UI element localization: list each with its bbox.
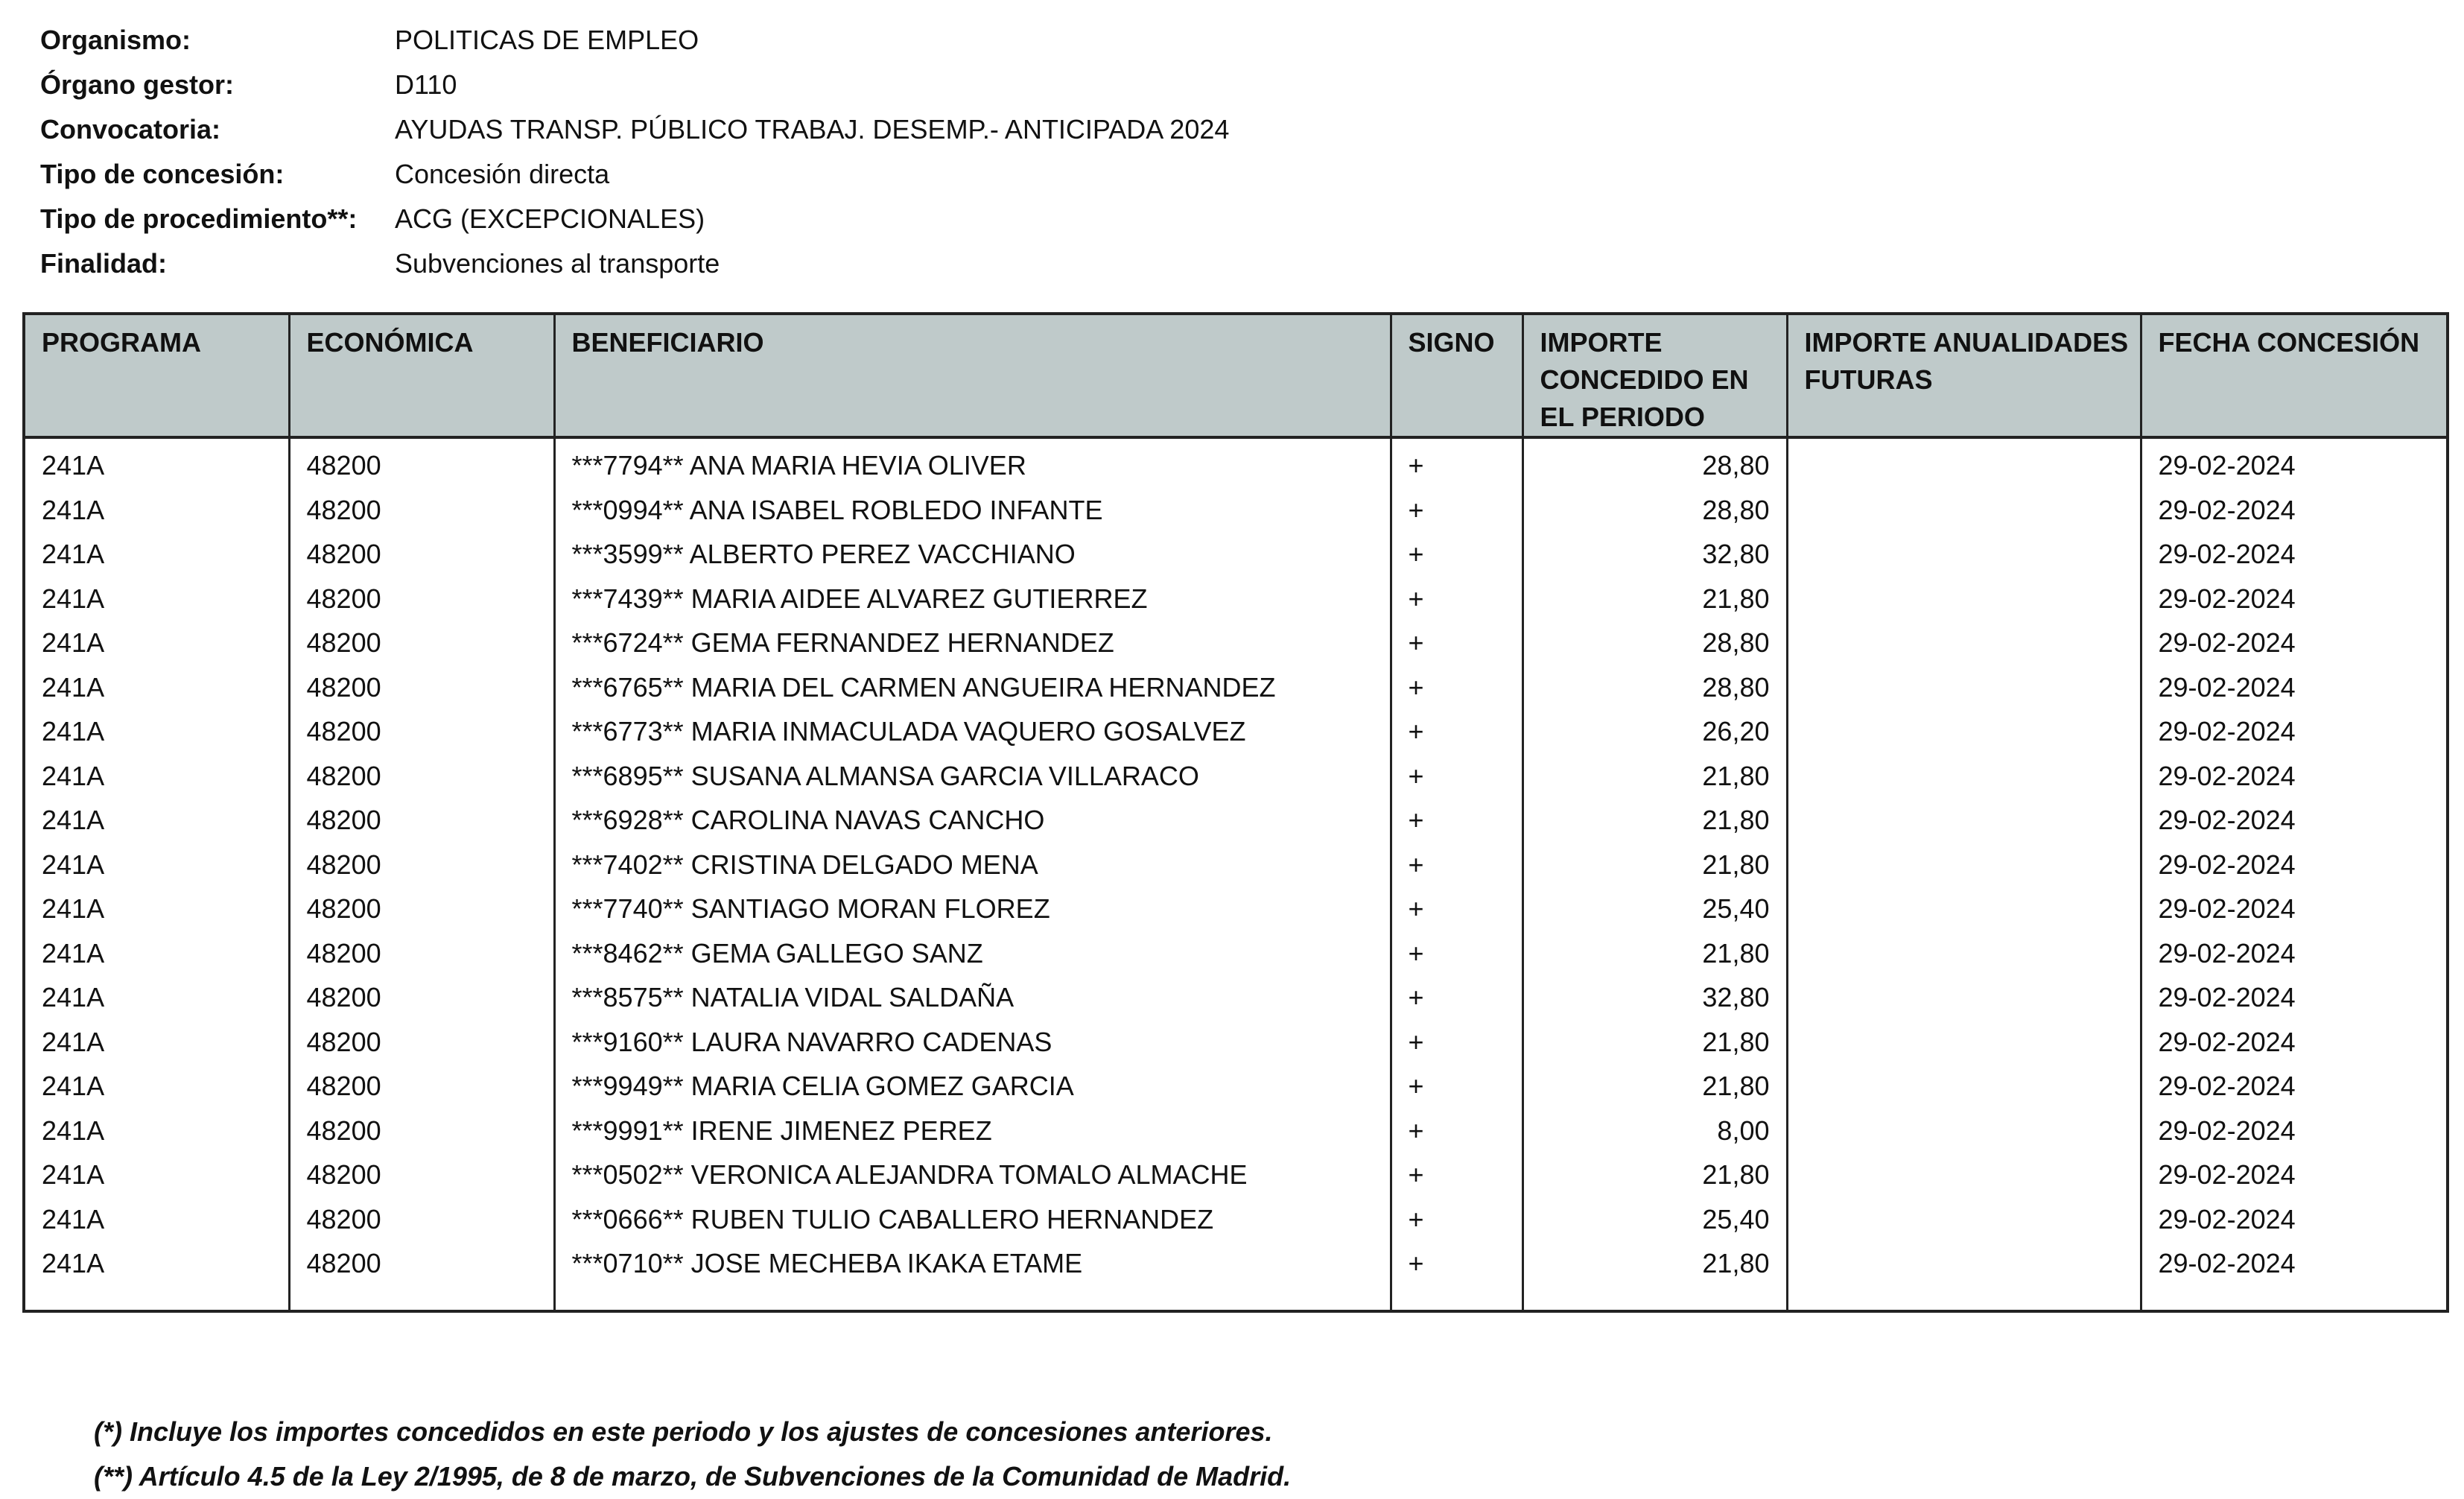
- field-value: ACG (EXCEPCIONALES): [395, 203, 705, 234]
- column-header-economica: ECONÓMICA: [289, 314, 554, 437]
- cell-importe-concedido: 28,80: [1522, 621, 1787, 665]
- cell-importe-futuras: [1787, 665, 2141, 710]
- cell-beneficiario: ***0502** VERONICA ALEJANDRA TOMALO ALMACHE: [554, 1153, 1391, 1197]
- cell-programa: 241A: [24, 1241, 289, 1286]
- cell-programa: 241A: [24, 1020, 289, 1065]
- cell-programa: 241A: [24, 621, 289, 665]
- table-row: [24, 1109, 2448, 1153]
- cell-signo: +: [1391, 532, 1522, 577]
- cell-importe-futuras: [1787, 1020, 2141, 1065]
- cell-programa: 241A: [24, 1064, 289, 1109]
- cell-programa: 241A: [24, 798, 289, 843]
- cell-importe-concedido: 28,80: [1522, 488, 1787, 533]
- table-row: [24, 843, 2448, 887]
- field-value: POLITICAS DE EMPLEO: [395, 25, 699, 55]
- cell-importe-concedido: 21,80: [1522, 1153, 1787, 1197]
- cell-fecha-concesion: 29-02-2024: [2158, 760, 2296, 791]
- filler-cell: [554, 1286, 1391, 1312]
- cell-importe-futuras: [1787, 931, 2141, 976]
- cell-importe-futuras: [1787, 754, 2141, 799]
- column-header-beneficiario: BENEFICIARIO: [554, 314, 1391, 437]
- field-value: AYUDAS TRANSP. PÚBLICO TRABAJ. DESEMP.- ANTICIPADA 2024: [395, 114, 1230, 145]
- table-row: [24, 975, 2448, 1020]
- cell-economica: 48200: [289, 1241, 554, 1286]
- table-row: [24, 488, 2448, 533]
- table-row: [24, 1020, 2448, 1065]
- cell-programa: 241A: [24, 1153, 289, 1197]
- filler-cell: [2141, 1286, 2448, 1312]
- cell-signo: +: [1391, 709, 1522, 754]
- cell-beneficiario: ***7439** MARIA AIDEE ALVAREZ GUTIERREZ: [554, 577, 1391, 621]
- cell-programa: 241A: [24, 665, 289, 710]
- table-row: [24, 931, 2448, 976]
- cell-fecha-concesion: 29-02-2024: [2158, 1026, 2296, 1057]
- cell-programa: 241A: [24, 532, 289, 577]
- cell-fecha-concesion: 29-02-2024: [2158, 1159, 2296, 1190]
- cell-economica: 48200: [289, 1153, 554, 1197]
- cell-importe-concedido: 28,80: [1522, 437, 1787, 488]
- cell-programa: 241A: [24, 975, 289, 1020]
- cell-programa: 241A: [24, 931, 289, 976]
- field-organo-gestor: [40, 63, 1229, 107]
- cell-fecha-concesion: 29-02-2024: [2158, 893, 2296, 924]
- cell-fecha-concesion: 29-02-2024: [2158, 450, 2296, 481]
- field-value: Subvenciones al transporte: [395, 248, 720, 279]
- cell-beneficiario: ***7794** ANA MARIA HEVIA OLIVER: [554, 437, 1391, 488]
- cell-fecha-concesion: 29-02-2024: [2158, 494, 2296, 525]
- field-label: Tipo de procedimiento**:: [40, 203, 358, 234]
- cell-signo: +: [1391, 488, 1522, 533]
- filler-cell: [289, 1286, 554, 1312]
- cell-economica: 48200: [289, 1109, 554, 1153]
- cell-economica: 48200: [289, 975, 554, 1020]
- cell-signo: +: [1391, 1020, 1522, 1065]
- column-header-importe-concedido: IMPORTE CONCEDIDO EN EL PERIODO: [1522, 314, 1787, 437]
- cell-importe-futuras: [1787, 488, 2141, 533]
- filler-cell: [1522, 1286, 1787, 1312]
- table-row: [24, 532, 2448, 577]
- cell-economica: 48200: [289, 1064, 554, 1109]
- cell-importe-futuras: [1787, 887, 2141, 931]
- filler-cell: [24, 1286, 289, 1312]
- cell-fecha-concesion: 29-02-2024: [2158, 583, 2296, 614]
- cell-signo: +: [1391, 1064, 1522, 1109]
- cell-importe-futuras: [1787, 437, 2141, 488]
- cell-importe-concedido: 28,80: [1522, 665, 1787, 710]
- cell-beneficiario: ***0666** RUBEN TULIO CABALLERO HERNANDEZ: [554, 1197, 1391, 1242]
- cell-signo: +: [1391, 437, 1522, 488]
- cell-beneficiario: ***3599** ALBERTO PEREZ VACCHIANO: [554, 532, 1391, 577]
- footnote: (*) Incluye los importes concedidos en este periodo y los ajustes de concesiones anteriores.: [94, 1416, 1273, 1447]
- cell-importe-futuras: [1787, 798, 2141, 843]
- table-row: [24, 621, 2448, 665]
- table-row: [24, 1197, 2448, 1242]
- table-row: [24, 1064, 2448, 1109]
- cell-beneficiario: ***9949** MARIA CELIA GOMEZ GARCIA: [554, 1064, 1391, 1109]
- cell-importe-concedido: 21,80: [1522, 931, 1787, 976]
- cell-fecha-concesion: 29-02-2024: [2158, 539, 2296, 569]
- cell-signo: +: [1391, 665, 1522, 710]
- cell-signo: +: [1391, 1241, 1522, 1286]
- cell-fecha-concesion: 29-02-2024: [2158, 805, 2296, 835]
- cell-beneficiario: ***7402** CRISTINA DELGADO MENA: [554, 843, 1391, 887]
- footnote: (**) Artículo 4.5 de la Ley 2/1995, de 8 de marzo, de Subvenciones de la Comunidad de Madrid.: [94, 1461, 1292, 1492]
- field-label: Tipo de concesión:: [40, 159, 285, 189]
- column-header-programa: PROGRAMA: [24, 314, 289, 437]
- cell-economica: 48200: [289, 843, 554, 887]
- cell-beneficiario: ***6895** SUSANA ALMANSA GARCIA VILLARACO: [554, 754, 1391, 799]
- cell-beneficiario: ***9991** IRENE JIMENEZ PEREZ: [554, 1109, 1391, 1153]
- cell-importe-futuras: [1787, 1153, 2141, 1197]
- cell-economica: 48200: [289, 621, 554, 665]
- cell-programa: 241A: [24, 437, 289, 488]
- cell-importe-futuras: [1787, 975, 2141, 1020]
- cell-fecha-concesion: 29-02-2024: [2158, 849, 2296, 880]
- cell-economica: 48200: [289, 532, 554, 577]
- cell-fecha-concesion: 29-02-2024: [2158, 671, 2296, 703]
- cell-fecha-concesion: 29-02-2024: [2158, 1115, 2296, 1146]
- cell-programa: 241A: [24, 843, 289, 887]
- cell-economica: 48200: [289, 577, 554, 621]
- cell-fecha-concesion: 29-02-2024: [2158, 716, 2296, 747]
- cell-signo: +: [1391, 931, 1522, 976]
- cell-beneficiario: ***6928** CAROLINA NAVAS CANCHO: [554, 798, 1391, 843]
- cell-importe-concedido: 21,80: [1522, 843, 1787, 887]
- cell-fecha-concesion: 29-02-2024: [2158, 1203, 2296, 1235]
- table-row: [24, 754, 2448, 799]
- cell-programa: 241A: [24, 887, 289, 931]
- cell-importe-futuras: [1787, 1064, 2141, 1109]
- cell-programa: 241A: [24, 1109, 289, 1153]
- table-header: [24, 314, 2448, 437]
- cell-signo: +: [1391, 887, 1522, 931]
- cell-importe-concedido: 21,80: [1522, 1020, 1787, 1065]
- cell-importe-concedido: 8,00: [1522, 1109, 1787, 1153]
- cell-signo: +: [1391, 798, 1522, 843]
- column-header-fecha-concesion: FECHA CONCESIÓN: [2141, 314, 2448, 437]
- cell-beneficiario: ***7740** SANTIAGO MORAN FLOREZ: [554, 887, 1391, 931]
- field-label: Organismo:: [40, 25, 191, 55]
- table-row: [24, 577, 2448, 621]
- cell-importe-concedido: 26,20: [1522, 709, 1787, 754]
- field-tipo-procedimiento: [40, 197, 1229, 241]
- table-row: [24, 665, 2448, 710]
- cell-beneficiario: ***9160** LAURA NAVARRO CADENAS: [554, 1020, 1391, 1065]
- cell-economica: 48200: [289, 665, 554, 710]
- column-header-importe-futuras: IMPORTE ANUALIDADES FUTURAS: [1787, 314, 2141, 437]
- cell-beneficiario: ***0994** ANA ISABEL ROBLEDO INFANTE: [554, 488, 1391, 533]
- header-fields: [40, 18, 1229, 286]
- cell-programa: 241A: [24, 709, 289, 754]
- cell-economica: 48200: [289, 887, 554, 931]
- cell-importe-concedido: 21,80: [1522, 1241, 1787, 1286]
- cell-importe-futuras: [1787, 1109, 2141, 1153]
- filler-cell: [1391, 1286, 1522, 1312]
- cell-importe-concedido: 21,80: [1522, 798, 1787, 843]
- cell-signo: +: [1391, 1197, 1522, 1242]
- cell-economica: 48200: [289, 1020, 554, 1065]
- table-row: [24, 798, 2448, 843]
- cell-signo: +: [1391, 621, 1522, 665]
- table-row: [24, 887, 2448, 931]
- cell-fecha-concesion: 29-02-2024: [2158, 627, 2296, 658]
- cell-importe-futuras: [1787, 621, 2141, 665]
- cell-importe-futuras: [1787, 1241, 2141, 1286]
- cell-programa: 241A: [24, 754, 289, 799]
- cell-importe-futuras: [1787, 577, 2141, 621]
- cell-economica: 48200: [289, 1197, 554, 1242]
- field-organismo: [40, 18, 1229, 63]
- cell-economica: 48200: [289, 931, 554, 976]
- cell-economica: 48200: [289, 798, 554, 843]
- cell-signo: +: [1391, 843, 1522, 887]
- grants-table: [22, 312, 2449, 1313]
- cell-importe-concedido: 21,80: [1522, 754, 1787, 799]
- table-filler-row: [24, 1286, 2448, 1312]
- field-label: Finalidad:: [40, 248, 167, 279]
- field-label: Convocatoria:: [40, 114, 221, 145]
- field-value: Concesión directa: [395, 159, 610, 189]
- cell-economica: 48200: [289, 709, 554, 754]
- cell-importe-concedido: 25,40: [1522, 887, 1787, 931]
- column-header-signo: SIGNO: [1391, 314, 1522, 437]
- cell-signo: +: [1391, 754, 1522, 799]
- cell-beneficiario: ***0710** JOSE MECHEBA IKAKA ETAME: [554, 1241, 1391, 1286]
- cell-economica: 48200: [289, 754, 554, 799]
- field-convocatoria: [40, 107, 1229, 152]
- cell-beneficiario: ***6724** GEMA FERNANDEZ HERNANDEZ: [554, 621, 1391, 665]
- cell-importe-futuras: [1787, 1197, 2141, 1242]
- cell-fecha-concesion: 29-02-2024: [2158, 1248, 2296, 1278]
- cell-programa: 241A: [24, 577, 289, 621]
- cell-fecha-concesion: 29-02-2024: [2158, 982, 2296, 1012]
- cell-beneficiario: ***8462** GEMA GALLEGO SANZ: [554, 931, 1391, 976]
- table-row: [24, 437, 2448, 488]
- table-row: [24, 1241, 2448, 1286]
- cell-signo: +: [1391, 577, 1522, 621]
- field-value: D110: [395, 69, 457, 100]
- table-header-row: [24, 314, 2448, 437]
- filler-cell: [1787, 1286, 2141, 1312]
- table-row: [24, 709, 2448, 754]
- cell-beneficiario: ***8575** NATALIA VIDAL SALDAÑA: [554, 975, 1391, 1020]
- cell-importe-futuras: [1787, 532, 2141, 577]
- cell-signo: +: [1391, 1153, 1522, 1197]
- table-row: [24, 1153, 2448, 1197]
- cell-beneficiario: ***6773** MARIA INMACULADA VAQUERO GOSALVEZ: [554, 709, 1391, 754]
- field-tipo-concesion: [40, 152, 1229, 197]
- footnotes: [94, 1410, 1291, 1499]
- cell-signo: +: [1391, 975, 1522, 1020]
- field-finalidad: [40, 241, 1229, 286]
- cell-beneficiario: ***6765** MARIA DEL CARMEN ANGUEIRA HERNANDEZ: [554, 665, 1391, 710]
- cell-programa: 241A: [24, 488, 289, 533]
- cell-signo: +: [1391, 1109, 1522, 1153]
- cell-importe-concedido: 32,80: [1522, 532, 1787, 577]
- cell-importe-concedido: 25,40: [1522, 1197, 1787, 1242]
- cell-importe-futuras: [1787, 843, 2141, 887]
- cell-importe-concedido: 21,80: [1522, 577, 1787, 621]
- cell-programa: 241A: [24, 1197, 289, 1242]
- cell-economica: 48200: [289, 488, 554, 533]
- cell-importe-concedido: 21,80: [1522, 1064, 1787, 1109]
- field-label: Órgano gestor:: [40, 69, 235, 100]
- cell-importe-futuras: [1787, 709, 2141, 754]
- table-body: [24, 437, 2448, 1311]
- cell-economica: 48200: [289, 437, 554, 488]
- cell-fecha-concesion: 29-02-2024: [2158, 937, 2296, 969]
- cell-fecha-concesion: 29-02-2024: [2158, 1071, 2296, 1101]
- cell-importe-concedido: 32,80: [1522, 975, 1787, 1020]
